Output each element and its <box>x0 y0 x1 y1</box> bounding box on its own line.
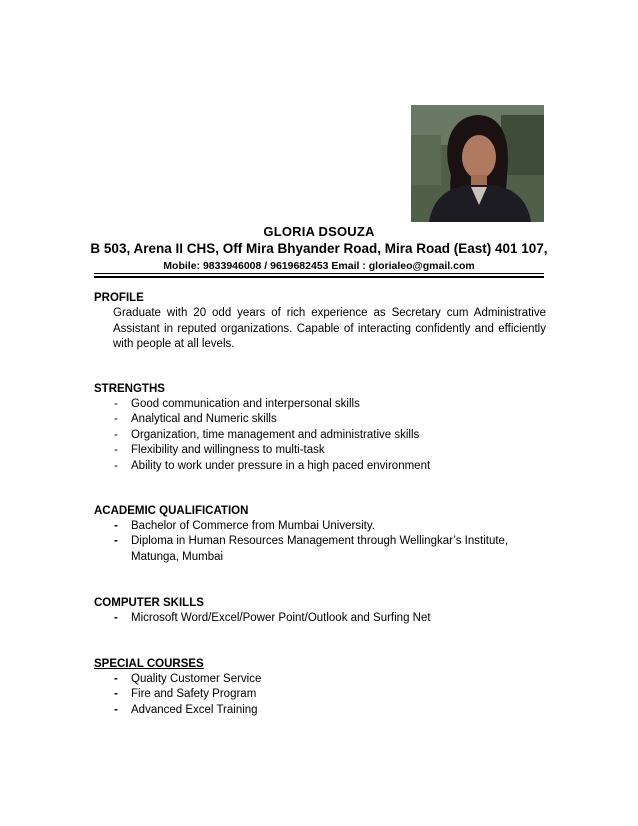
bullet-dash: - <box>114 459 118 472</box>
header-divider-thin <box>94 273 544 274</box>
strengths-list <box>94 397 546 474</box>
applicant-address: B 503, Arena II CHS, Off Mira Bhyander Road, Mira Road (East) 401 107, <box>90 241 548 256</box>
strengths-section <box>94 382 546 474</box>
bullet-dash: - <box>114 444 118 457</box>
list-item <box>94 519 546 534</box>
bullet-dash: - <box>114 428 118 441</box>
academic-heading: ACADEMIC QUALIFICATION <box>94 505 249 517</box>
list-item-text: Organization, time management and administrative skills <box>131 428 420 441</box>
list-item <box>94 534 546 565</box>
bullet-dash: - <box>114 612 118 624</box>
list-item <box>94 611 546 626</box>
list-item-text: Diploma in Human Resources Management through Wellingkar’s Institute, Matunga, Mumbai <box>131 535 509 563</box>
list-item <box>94 428 546 443</box>
computer-skills-list <box>94 611 546 626</box>
list-item <box>94 443 546 458</box>
special-courses-list <box>94 672 546 718</box>
list-item <box>94 703 546 718</box>
list-item <box>94 397 546 412</box>
list-item-text: Ability to work under pressure in a high paced environment <box>131 459 431 472</box>
list-item-text: Bachelor of Commerce from Mumbai University. <box>131 520 375 532</box>
academic-section <box>94 504 546 565</box>
special-courses-heading: SPECIAL COURSES <box>94 658 204 670</box>
computer-skills-heading: COMPUTER SKILLS <box>94 597 204 609</box>
bullet-dash: - <box>114 535 118 548</box>
list-item-text: Flexibility and willingness to multi-task <box>131 444 325 457</box>
bullet-dash: - <box>114 413 118 426</box>
profile-heading: PROFILE <box>94 292 144 304</box>
applicant-contact: Mobile: 9833946008 / 9619682453 Email : glorialeo@gmail.com <box>163 260 475 272</box>
academic-list <box>94 519 546 565</box>
list-item-text: Analytical and Numeric skills <box>131 413 277 426</box>
profile-photo <box>411 105 544 222</box>
computer-skills-section <box>94 596 546 626</box>
profile-section <box>94 291 546 353</box>
special-courses-section <box>94 657 546 718</box>
list-item-text: Fire and Safety Program <box>131 688 257 701</box>
profile-text: Graduate with 20 odd years of rich experience as Secretary cum Administrative Assistant in reputed organizations. Capable of interacting confidently and efficiently with people at all levels. <box>113 307 546 351</box>
list-item-text: Advanced Excel Training <box>131 703 258 716</box>
list-item <box>94 687 546 702</box>
bullet-dash: - <box>114 688 118 701</box>
bullet-dash: - <box>114 520 118 532</box>
header-divider-thick <box>94 276 544 278</box>
list-item <box>94 412 546 427</box>
list-item-text: Quality Customer Service <box>131 673 262 685</box>
bullet-dash: - <box>114 398 118 410</box>
list-item <box>94 672 546 687</box>
strengths-heading: STRENGTHS <box>94 383 165 395</box>
list-item-text: Microsoft Word/Excel/Power Point/Outlook and Surfing Net <box>131 612 431 624</box>
applicant-name: GLORIA DSOUZA <box>263 224 375 239</box>
bullet-dash: - <box>114 703 118 716</box>
list-item <box>94 459 546 474</box>
list-item-text: Good communication and interpersonal skills <box>131 398 360 410</box>
bullet-dash: - <box>114 673 118 685</box>
